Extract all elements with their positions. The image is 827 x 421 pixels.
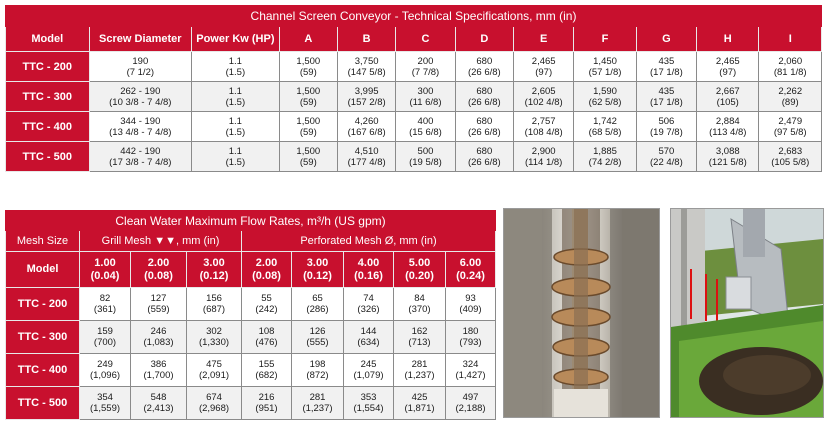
mesh-size-header [131,252,187,288]
flow-cell-imperial: (559) [147,304,170,315]
spec-cell-imperial: (114 1/8) [525,156,563,168]
mesh-size-imperial: (0.16) [354,269,383,282]
flow-cell [242,288,292,321]
flow-cell-value: 55 [261,293,272,304]
flow-cell [446,354,496,387]
spec-cell-value: 680 [476,85,493,97]
flow-cell [292,354,344,387]
spec-table-title: Channel Screen Conveyor - Technical Specifications, mm (in) [6,6,822,27]
flow-cell-value: 84 [414,293,425,304]
spec-cell-imperial: (19 5/8) [409,156,442,168]
flow-cell-imperial: (2,091) [198,370,230,381]
flow-cell-value: 497 [462,392,479,403]
spec-cell-imperial: (10 3/8 - 7 4/8) [109,96,172,108]
flow-cell-value: 198 [309,359,326,370]
model-cell: TTC - 200 [6,288,80,321]
screw-conveyor-photo [503,208,660,418]
spec-cell-imperial: (1.5) [225,66,246,78]
perforated-mesh-label: Perforated Mesh Ø, mm (in) [242,231,496,252]
model-cell: TTC - 200 [6,52,90,82]
flow-cell [394,321,446,354]
flow-cell [80,288,131,321]
table-row [6,52,822,82]
mesh-size-value: 2.00 [255,256,278,269]
flow-cell-imperial: (1,700) [143,370,174,381]
spec-cell-imperial: (11 6/8) [409,96,442,108]
spec-cell [279,52,337,82]
spec-cell-imperial: (26 6/8) [467,156,501,168]
spec-cell-imperial: (81 1/8) [773,66,807,78]
spec-col-header: C [396,27,455,52]
spec-cell-value: 1,590 [593,85,617,97]
spec-cell [574,52,636,82]
flow-cell-imperial: (1,237) [302,403,333,414]
flow-cell-imperial: (326) [357,304,380,315]
flow-cell-imperial: (1,559) [89,403,121,414]
spec-cell-imperial: (1.5) [225,96,246,108]
installation-photo [670,208,824,418]
spec-cell-value: 1.1 [228,85,242,97]
table-row [6,82,822,112]
flow-cell-imperial: (409) [459,304,482,315]
spec-cell-value: 506 [658,115,675,127]
flow-cell [292,387,344,420]
flow-cell [80,387,131,420]
spec-cell [514,112,574,142]
flow-cell-imperial: (1,083) [143,337,174,348]
spec-cell [192,112,280,142]
flow-cell-value: 93 [465,293,476,304]
spec-cell [455,52,513,82]
spec-header-row [6,27,822,52]
spec-cell [337,82,395,112]
spec-col-header: G [636,27,696,52]
spec-cell-value: 2,900 [531,145,556,157]
spec-cell-value: 190 [132,55,149,67]
flow-cell-value: 156 [206,293,222,304]
flow-cell-imperial: (555) [306,337,329,348]
spec-cell [89,52,192,82]
mesh-size-header [292,252,344,288]
spec-cell-imperial: (7 1/2) [126,66,155,78]
spec-cell-value: 442 - 190 [120,145,161,157]
spec-cell-value: 3,750 [354,55,379,67]
mesh-size-header [187,252,242,288]
flow-cell-imperial: (242) [255,304,278,315]
spec-cell [636,52,696,82]
spec-cell [574,142,636,172]
spec-cell-value: 344 - 190 [120,115,161,127]
spec-cell [514,82,574,112]
spec-cell [192,82,280,112]
mesh-size-imperial: (0.04) [90,269,120,282]
installation-image [671,209,823,417]
spec-col-header: F [574,27,636,52]
spec-cell [279,142,337,172]
flow-cell [292,321,344,354]
spec-cell-value: 2,884 [715,115,740,127]
spec-cell [89,142,192,172]
flow-cell [344,387,394,420]
spec-cell [396,82,455,112]
flow-cell-imperial: (1,330) [198,337,230,348]
model-label: Model [6,252,80,288]
flow-cell [446,321,496,354]
spec-cell-value: 435 [658,85,675,97]
table-row [6,112,822,142]
flow-cell-value: 425 [411,392,428,403]
flow-cell-value: 126 [309,326,326,337]
spec-cell-value: 680 [476,55,493,67]
flow-cell-value: 281 [309,392,326,403]
flow-cell [394,354,446,387]
flow-table-body [6,288,496,420]
spec-cell-imperial: (17 1/8) [650,66,683,78]
flow-cell-value: 159 [97,326,113,337]
mesh-size-imperial: (0.12) [199,269,229,282]
spec-cell-imperial: (147 5/8) [347,66,386,78]
spec-cell-imperial: (177 4/8) [347,156,386,168]
flow-cell [446,387,496,420]
flow-cell-imperial: (2,413) [143,403,174,414]
flow-cell-value: 281 [411,359,428,370]
flow-cell [242,354,292,387]
flow-cell-value: 475 [206,359,222,370]
spec-cell [455,112,513,142]
spec-cell-imperial: (26 6/8) [467,96,501,108]
spec-cell [636,82,696,112]
mesh-size-value: 6.00 [459,256,482,269]
spec-cell [396,142,455,172]
flow-cell-imperial: (476) [255,337,278,348]
spec-cell [337,142,395,172]
model-cell: TTC - 500 [6,387,80,420]
flow-cell [131,321,187,354]
spec-cell-imperial: (108 4/8) [524,126,563,138]
spec-cell [636,112,696,142]
spec-col-header: Power Kw (HP) [192,27,280,52]
flow-cell [187,387,242,420]
flow-cell-imperial: (951) [255,403,278,414]
mesh-size-value: 1.00 [94,256,116,269]
mesh-size-imperial: (0.24) [456,269,485,282]
flow-cell [242,321,292,354]
flow-cell-value: 548 [150,392,167,403]
spec-cell-value: 500 [417,145,434,157]
spec-cell-value: 4,260 [354,115,379,127]
flow-cell-imperial: (1,427) [455,370,486,381]
table-row [6,354,496,387]
spec-cell-value: 1,500 [296,115,321,127]
mesh-size-header [242,252,292,288]
spec-cell-value: 1,742 [593,115,617,127]
spec-cell [759,82,822,112]
spec-cell-imperial: (89) [781,96,799,108]
flow-cell-value: 144 [360,326,377,337]
flow-cell [344,288,394,321]
spec-cell-value: 1,500 [296,55,321,67]
spec-cell [697,142,759,172]
spec-col-header: A [279,27,337,52]
flow-cell [292,288,344,321]
spec-cell-imperial: (102 4/8) [524,96,563,108]
flow-cell-value: 74 [363,293,374,304]
model-cell: TTC - 400 [6,112,90,142]
flow-cell-value: 245 [360,359,377,370]
mesh-size-value: 2.00 [147,256,170,269]
spec-cell-imperial: (105) [716,96,739,108]
mesh-size-label: Mesh Size [6,231,80,252]
spec-cell-value: 400 [417,115,434,127]
model-cell: TTC - 300 [6,82,90,112]
flow-cell-value: 354 [97,392,113,403]
flow-cell-imperial: (682) [255,370,278,381]
spec-cell [697,82,759,112]
flow-cell [446,288,496,321]
spec-cell-imperial: (97) [535,66,553,78]
flow-cell-value: 353 [360,392,377,403]
spec-cell-imperial: (7 7/8) [411,66,440,78]
spec-table [5,5,822,172]
flow-cell-imperial: (700) [93,337,117,348]
mesh-size-row [6,252,496,288]
model-cell: TTC - 400 [6,354,80,387]
mesh-size-header [394,252,446,288]
flow-cell-imperial: (1,079) [353,370,384,381]
spec-cell [192,142,280,172]
flow-cell-imperial: (370) [408,304,431,315]
spec-cell [192,52,280,82]
spec-col-header: E [514,27,574,52]
spec-col-header: H [697,27,759,52]
flow-cell-imperial: (634) [357,337,380,348]
spec-cell [396,52,455,82]
spec-cell-value: 2,262 [778,85,803,97]
flow-cell-value: 216 [258,392,275,403]
spec-cell [636,142,696,172]
spec-cell-value: 570 [658,145,675,157]
flow-cell-value: 155 [258,359,275,370]
spec-cell-value: 435 [658,55,675,67]
spec-cell-imperial: (68 5/8) [588,126,622,138]
spec-cell-value: 2,060 [778,55,803,67]
spec-cell-imperial: (15 6/8) [409,126,442,138]
spec-cell [279,82,337,112]
flow-cell-value: 246 [150,326,167,337]
flow-cell-imperial: (713) [408,337,431,348]
spec-cell [697,112,759,142]
flow-cell [242,387,292,420]
flow-cell-imperial: (1,554) [353,403,384,414]
spec-cell [697,52,759,82]
table-row [6,321,496,354]
spec-cell-value: 300 [417,85,434,97]
mesh-size-value: 3.00 [306,256,329,269]
spec-cell-imperial: (97) [719,66,737,78]
spec-cell [759,142,822,172]
spec-col-header: I [759,27,822,52]
flow-table [5,210,496,420]
mesh-size-value: 3.00 [203,256,225,269]
spec-cell-value: 3,995 [354,85,379,97]
flow-cell-value: 249 [97,359,113,370]
spec-cell-imperial: (26 6/8) [467,126,501,138]
spec-cell-imperial: (62 5/8) [588,96,622,108]
spec-cell-imperial: (59) [299,66,317,78]
spec-cell [514,52,574,82]
mesh-size-imperial: (0.08) [144,269,173,282]
mesh-size-value: 5.00 [408,256,431,269]
spec-cell-value: 1,885 [593,145,617,157]
mesh-size-imperial: (0.12) [303,269,332,282]
flow-cell-value: 302 [206,326,222,337]
spec-cell-value: 2,683 [778,145,803,157]
spec-cell [455,142,513,172]
spec-cell-value: 2,667 [715,85,740,97]
flow-cell [394,288,446,321]
spec-cell-imperial: (17 1/8) [650,96,683,108]
spec-cell-value: 262 - 190 [120,85,161,97]
spec-cell-imperial: (113 4/8) [709,126,747,138]
flow-cell-imperial: (872) [306,370,329,381]
grill-mesh-label: Grill Mesh ▼▼, mm (in) [80,231,242,252]
spec-cell [514,142,574,172]
flow-cell-value: 324 [462,359,479,370]
spec-cell-value: 680 [476,145,493,157]
flow-cell-value: 162 [411,326,428,337]
spec-cell [89,112,192,142]
flow-cell [80,321,131,354]
spec-cell-imperial: (105 5/8) [771,156,810,168]
spec-cell [89,82,192,112]
mesh-size-header [446,252,496,288]
spec-cell-value: 2,465 [715,55,740,67]
spec-cell-value: 1.1 [228,55,242,67]
spec-cell-value: 3,088 [715,145,740,157]
spec-cell-imperial: (97 5/8) [773,126,807,138]
spec-cell-imperial: (167 6/8) [347,126,386,138]
mesh-size-value: 4.00 [357,256,380,269]
spec-cell [455,82,513,112]
spec-col-header: B [337,27,395,52]
spec-col-header: Screw Diameter [89,27,192,52]
spec-cell [759,52,822,82]
spec-cell-value: 2,757 [531,115,556,127]
flow-cell-imperial: (793) [459,337,482,348]
screw-conveyor-image [504,209,659,417]
spec-cell [759,112,822,142]
spec-table-body [6,52,822,172]
spec-cell-imperial: (59) [299,156,317,168]
flow-cell-value: 386 [150,359,167,370]
spec-cell-value: 2,465 [531,55,556,67]
spec-cell-imperial: (22 4/8) [650,156,683,168]
mesh-size-imperial: (0.20) [405,269,434,282]
flow-cell [394,387,446,420]
flow-cell [187,288,242,321]
spec-cell-value: 1,450 [593,55,617,67]
table-row [6,288,496,321]
model-cell: TTC - 500 [6,142,90,172]
flow-cell [344,321,394,354]
flow-cell-value: 82 [99,293,111,304]
spec-cell-value: 1.1 [228,115,242,127]
flow-cell-value: 65 [312,293,323,304]
spec-cell-imperial: (157 2/8) [347,96,386,108]
flow-cell-imperial: (1,096) [89,370,121,381]
flow-cell-imperial: (1,871) [404,403,435,414]
spec-cell-imperial: (121 5/8) [708,156,747,168]
spec-cell-value: 2,605 [531,85,556,97]
flow-cell [80,354,131,387]
flow-cell [344,354,394,387]
flow-cell [131,387,187,420]
spec-cell-imperial: (59) [299,126,317,138]
flow-cell [131,288,187,321]
spec-cell-value: 1,500 [296,85,321,97]
mesh-size-imperial: (0.08) [252,269,281,282]
flow-cell [131,354,187,387]
mesh-size-header [80,252,131,288]
spec-cell-imperial: (1.5) [225,126,246,138]
spec-col-header: D [455,27,513,52]
model-cell: TTC - 300 [6,321,80,354]
spec-cell-value: 2,479 [778,115,803,127]
flow-cell-value: 180 [462,326,479,337]
spec-cell-imperial: (57 1/8) [588,66,622,78]
spec-cell-imperial: (17 3/8 - 7 4/8) [109,156,172,168]
flow-cell-value: 108 [258,326,275,337]
table-row [6,142,822,172]
spec-cell [574,82,636,112]
spec-cell [574,112,636,142]
flow-cell-imperial: (2,968) [198,403,230,414]
spec-cell [337,52,395,82]
flow-cell [187,321,242,354]
spec-col-header: Model [6,27,90,52]
spec-cell-imperial: (26 6/8) [467,66,501,78]
spec-cell-value: 680 [476,115,493,127]
spec-cell [396,112,455,142]
spec-cell [337,112,395,142]
flow-cell-value: 127 [150,293,167,304]
flow-cell-imperial: (1,237) [404,370,435,381]
table-row [6,387,496,420]
spec-cell-imperial: (13 4/8 - 7 4/8) [109,126,172,138]
spec-cell [279,112,337,142]
spec-cell-imperial: (19 7/8) [650,126,683,138]
flow-cell-imperial: (687) [202,304,226,315]
flow-table-title: Clean Water Maximum Flow Rates, m³/h (US gpm) [6,211,496,231]
flow-cell-imperial: (286) [306,304,329,315]
mesh-size-header [344,252,394,288]
spec-cell-imperial: (74 2/8) [588,156,622,168]
flow-cell [187,354,242,387]
spec-cell-imperial: (59) [299,96,317,108]
spec-cell-imperial: (1.5) [225,156,246,168]
flow-cell-imperial: (2,188) [455,403,486,414]
spec-cell-value: 1,500 [296,145,321,157]
flow-cell-value: 674 [206,392,222,403]
spec-cell-value: 200 [417,55,434,67]
spec-cell-value: 1.1 [228,145,242,157]
flow-cell-imperial: (361) [93,304,117,315]
spec-cell-value: 4,510 [354,145,379,157]
